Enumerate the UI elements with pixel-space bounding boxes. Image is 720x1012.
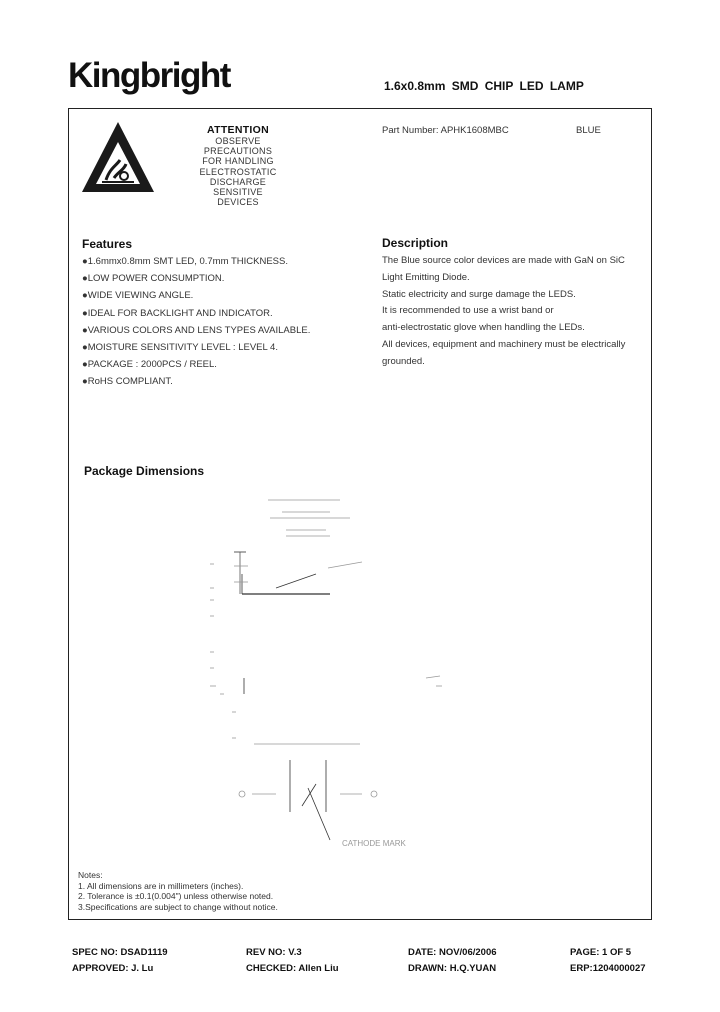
spec-number: SPEC NO: DSAD1119 xyxy=(72,947,168,958)
features-title: Features xyxy=(82,237,133,251)
attention-line: FOR HANDLING xyxy=(202,156,274,167)
description-text xyxy=(382,255,625,373)
emitting-color: BLUE xyxy=(576,125,601,136)
description-line: It is recommended to use a wrist band or xyxy=(382,305,554,317)
feature-item: ●WIDE VIEWING ANGLE. xyxy=(82,290,194,302)
feature-item: ●MOISTURE SENSITIVITY LEVEL : LEVEL 4. xyxy=(82,341,278,353)
approved-by: APPROVED: J. Lu xyxy=(72,963,154,974)
feature-item: ●VARIOUS COLORS AND LENS TYPES AVAILABLE. xyxy=(82,324,311,336)
description-line: The Blue source color devices are made with GaN on SiC xyxy=(382,255,625,266)
attention-line: DEVICES xyxy=(217,197,259,208)
description-title: Description xyxy=(382,236,449,250)
description-line: anti-electrostatic glove when handling the LEDs. xyxy=(382,322,585,334)
description-line: Light Emitting Diode. xyxy=(382,271,470,283)
package-dimension-drawing xyxy=(190,488,450,868)
description-line: Static electricity and surge damage the LEDS. xyxy=(382,288,576,300)
description-line: All devices, equipment and machinery must be electrically xyxy=(382,338,626,350)
attention-line: OBSERVE PRECAUTIONS xyxy=(203,136,273,157)
feature-item: ●PACKAGE : 2000PCS / REEL. xyxy=(82,359,217,371)
description-line: grounded. xyxy=(382,355,425,367)
page-number: PAGE: 1 OF 5 xyxy=(570,947,632,958)
attention-line: DISCHARGE xyxy=(209,176,267,187)
document-title: 1.6x0.8mm SMD CHIP LED LAMP xyxy=(384,79,584,93)
issue-date: DATE: NOV/06/2006 xyxy=(408,947,497,958)
notes-line: Notes: xyxy=(78,870,103,880)
attention-line: ELECTROSTATIC xyxy=(199,166,277,177)
feature-item: ●LOW POWER CONSUMPTION. xyxy=(82,273,225,285)
package-dimensions-title: Package Dimensions xyxy=(84,464,205,478)
attention-block xyxy=(190,124,286,207)
notes-line: 1. All dimensions are in millimeters (inches). xyxy=(78,880,244,891)
esd-warning-icon xyxy=(80,120,156,196)
feature-item: ●1.6mmx0.8mm SMT LED, 0.7mm THICKNESS. xyxy=(82,256,288,267)
attention-heading: ATTENTION xyxy=(207,124,269,136)
feature-item: ●IDEAL FOR BACKLIGHT AND INDICATOR. xyxy=(82,307,273,319)
part-number: Part Number: APHK1608MBC xyxy=(382,125,509,136)
kingbright-logo: Kingbright xyxy=(68,56,230,95)
drawn-by: DRAWN: H.Q.YUAN xyxy=(408,963,497,974)
features-list xyxy=(82,256,310,394)
cathode-mark-label: CATHODE MARK xyxy=(342,839,406,848)
notes-line: 2. Tolerance is ±0.1(0.004") unless otherwise noted. xyxy=(78,891,274,901)
erp-number: ERP:1204000027 xyxy=(570,963,646,974)
notes-block xyxy=(78,870,278,912)
revision-number: REV NO: V.3 xyxy=(246,947,302,958)
checked-by: CHECKED: Allen Liu xyxy=(246,963,339,974)
attention-line: SENSITIVE xyxy=(213,187,263,198)
feature-item: ●RoHS COMPLIANT. xyxy=(82,376,173,388)
notes-line: 3.Specifications are subject to change without notice. xyxy=(78,901,278,912)
